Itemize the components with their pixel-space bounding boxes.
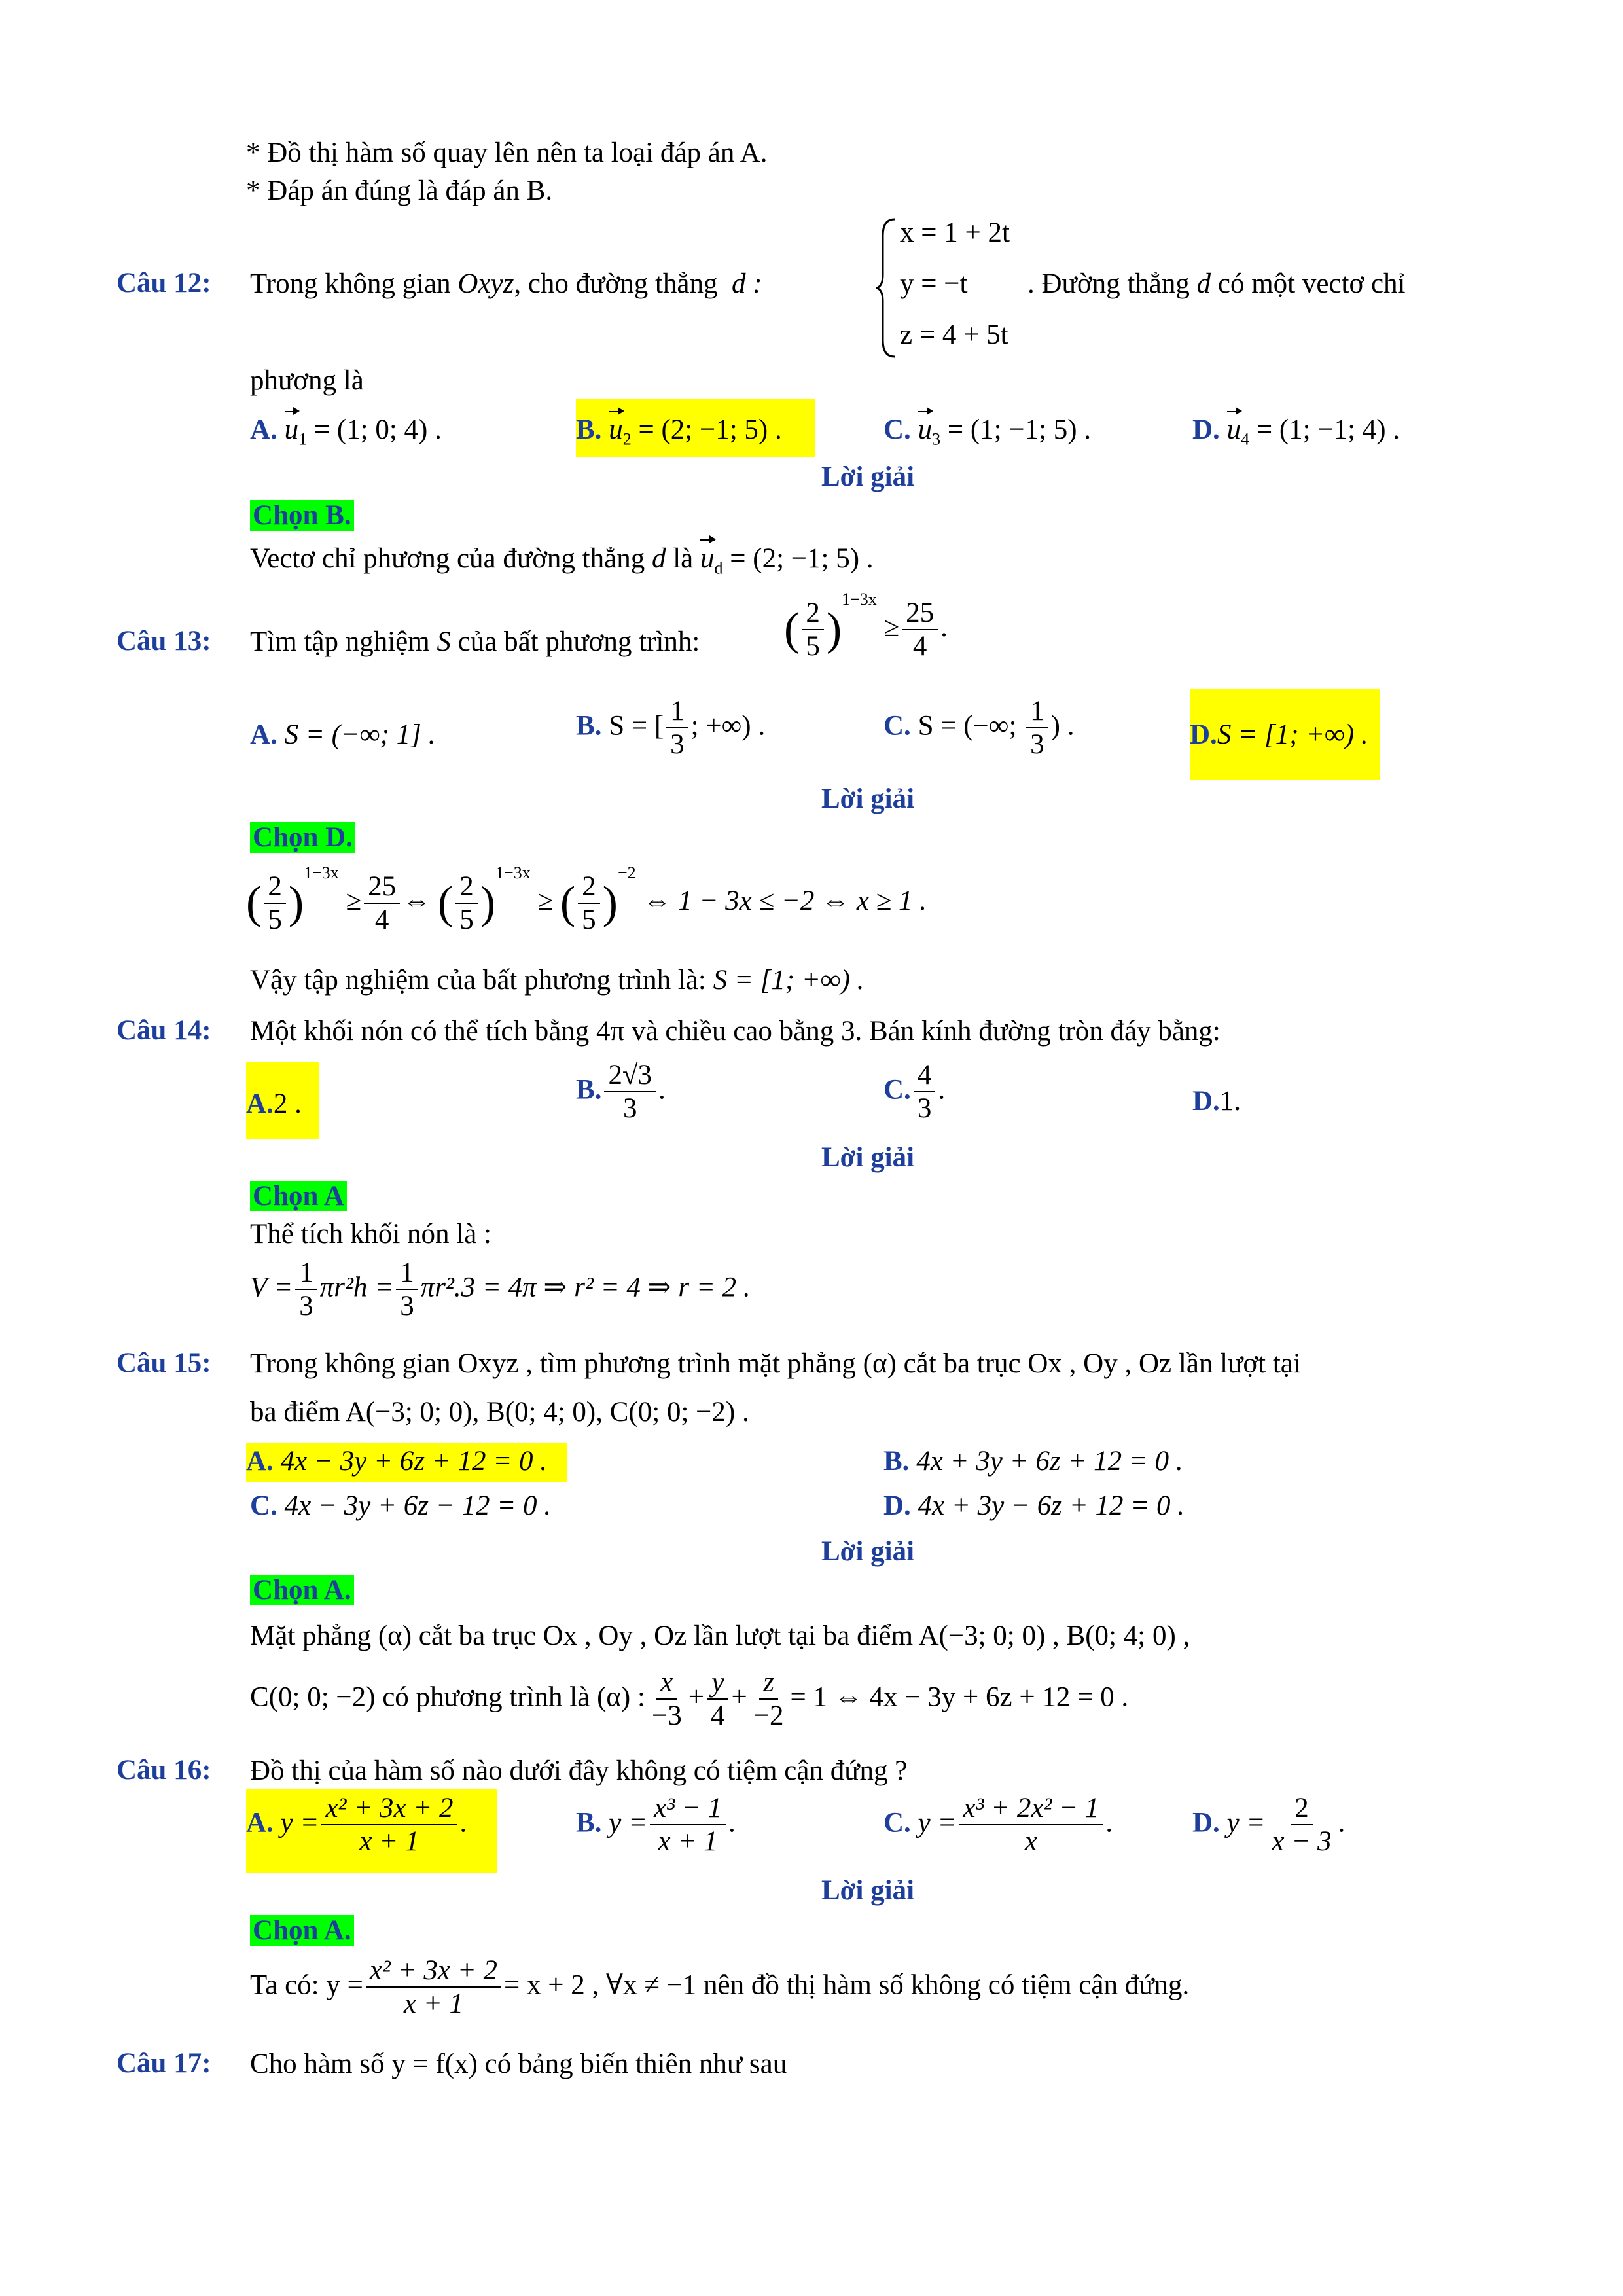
q16-solution-title: Lời giải <box>821 1875 915 1906</box>
q12-option-d[interactable]: D. $u_4 = (1$; −1; 4) . <box>1192 414 1400 449</box>
system-eq-2: y = −t <box>900 268 968 299</box>
question-14-text: Một khối nón có thể tích bằng 4π và chiều cao bằng 3. Bán kính đường tròn đáy bằng: <box>250 1016 1221 1047</box>
system-eq-1: x = 1 + 2t <box>900 217 1010 248</box>
q14-solution-title: Lời giải <box>821 1142 915 1173</box>
q12-solution-text: Vectơ chỉ phương của đường thẳng d là $u_d = (2$; −1; 5) . <box>250 543 874 578</box>
question-15-label: Câu 15: <box>116 1348 211 1378</box>
question-15-line2: ba điểm A(−3; 0; 0), B(0; 4; 0), C(0; 0; −2) . <box>250 1397 749 1427</box>
question-17-label: Câu 17: <box>116 2048 211 2079</box>
q12-option-b[interactable]: B. $u_2 = (2$; −1; 5) . <box>576 399 815 457</box>
q13-option-d[interactable]: D.S = [1; +∞) . <box>1190 689 1380 780</box>
q14-option-a[interactable]: A.2 . <box>246 1062 319 1139</box>
q12-solution-title: Lời giải <box>821 461 915 492</box>
system-eq-3: z = 4 + 5t <box>900 319 1008 350</box>
q15-option-b[interactable]: B. 4x + 3y + 6z + 12 = 0 . <box>883 1446 1183 1477</box>
q16-solution: Ta có: y = $\frac{\text{x² + 3x + 2}}{x + 1}$ = x + 2 , ∀x ≠ −1 nên đồ thị hàm số không có tiệm cận đứng. <box>250 1955 1190 2020</box>
question-14-label: Câu 14: <box>116 1015 211 1046</box>
q13-option-a[interactable]: A. S = (−∞; 1] . <box>250 719 436 750</box>
q13-conclusion: Vậy tập nghiệm của bất phương trình là: S = [1; +∞) . <box>250 965 865 996</box>
question-12-text-end: phương là <box>250 365 364 396</box>
q15-option-a[interactable]: A. 4x − 3y + 6z + 12 = 0 . <box>246 1443 567 1482</box>
question-13-inequality: ( $\frac{2}{5}$ )$^{1-3x}$ ≥ $\frac{25}{4}$ . <box>784 590 948 662</box>
q14-option-b[interactable]: B. $\frac{2√3}{3}$ . <box>576 1060 666 1124</box>
q12-option-c[interactable]: C. $u_3 = (1$; −1; 5) . <box>883 414 1092 449</box>
q15-chosen: Chọn A. <box>250 1573 354 1607</box>
q13-option-c[interactable]: C. S = (−∞; $\frac{1}{3}$ ) . <box>883 696 1075 761</box>
brace-icon <box>874 216 900 360</box>
intro-line-1: * Đồ thị hàm số quay lên nên ta loại đáp án A. <box>246 137 768 168</box>
q14-option-c[interactable]: C. $\frac{4}{3}$ . <box>883 1060 946 1124</box>
question-12-text: Trong không gian Oxyz, cho đường thẳng d : <box>250 268 762 299</box>
q15-solution-line1: Mặt phẳng (α) cắt ba trục Ox , Oy , Oz lần lượt tại ba điểm A(−3; 0; 0) , B(0; 4; 0) , <box>250 1621 1190 1651</box>
q14-chosen: Chọn A <box>250 1179 347 1213</box>
question-12-label: Câu 12: <box>116 268 211 298</box>
intro-line-2: * Đáp án đúng là đáp án B. <box>246 175 553 206</box>
q13-chosen: Chọn D. <box>250 821 355 855</box>
q13-solution-math: ( $\frac{2}{5}$ )$^{1-3x}$ ≥ $\frac{25}{4}$ ⇔ ( $\frac{2}{5}$ )$^{1-3x}$ ≥ ( $\frac{2}{5}$ )$^{-2}$ ⇔ 1 − 3x ≤ −2 ⇔ x ≥ 1 . <box>246 863 927 936</box>
q16-option-d[interactable]: D. y = $\frac{2}{x - 3}$ . <box>1192 1793 1346 1857</box>
q15-solution-line2: C(0; 0; −2) có phương trình là (α) : $\frac{x}{-3}$ + $\frac{y}{4}$ + $\frac{z}{-2}$ = 1 ⇔ 4x − 3y + 6z + 12 = 0 . <box>250 1667 1129 1732</box>
q16-chosen: Chọn A. <box>250 1914 354 1948</box>
system-brace <box>874 216 900 369</box>
q16-option-a[interactable]: A. y = $\frac{\text{x² + 3x + 2}}{x + 1}$ . <box>246 1789 497 1873</box>
q12-option-a[interactable]: A. $u_1 = (1$; 0; 4) . <box>250 414 442 449</box>
q15-solution-title: Lời giải <box>821 1536 915 1567</box>
q16-option-b[interactable]: B. y = $\frac{\text{x³ − 1}}{x + 1}$ . <box>576 1793 736 1857</box>
q13-solution-title: Lời giải <box>821 783 915 814</box>
question-12-text-cont: . Đường thẳng d có một vectơ chỉ <box>1027 268 1406 299</box>
q14-solution-line2: V = $\frac{1}{3}$ πr²h = $\frac{1}{3}$ πr².3 = 4π ⇒ r² = 4 ⇒ r = 2 . <box>250 1257 751 1322</box>
question-17-text: Cho hàm số y = f(x) có bảng biến thiên như sau <box>250 2049 787 2079</box>
question-13-text: Tìm tập nghiệm S của bất phương trình: <box>250 626 700 657</box>
q15-option-d[interactable]: D. 4x + 3y − 6z + 12 = 0 . <box>883 1490 1185 1521</box>
question-13-label: Câu 13: <box>116 626 211 656</box>
question-16-label: Câu 16: <box>116 1755 211 1785</box>
q14-option-d[interactable]: D.1. <box>1192 1086 1241 1117</box>
q14-solution-line1: Thể tích khối nón là : <box>250 1219 492 1249</box>
q15-option-c[interactable]: C. 4x − 3y + 6z − 12 = 0 . <box>250 1490 552 1521</box>
q13-option-b[interactable]: B. S = [ $\frac{1}{3}$ ; +∞) . <box>576 696 766 761</box>
question-15-line1: Trong không gian Oxyz , tìm phương trình mặt phẳng (α) cắt ba trục Ox , Oy , Oz lần lượt tại <box>250 1348 1301 1379</box>
question-16-text: Đồ thị của hàm số nào dưới đây không có tiệm cận đứng ? <box>250 1755 908 1786</box>
q12-chosen: Chọn B. <box>250 499 354 533</box>
q16-option-c[interactable]: C. y = $\frac{\text{x³ + 2x² − 1}}{x}$ . <box>883 1793 1113 1857</box>
